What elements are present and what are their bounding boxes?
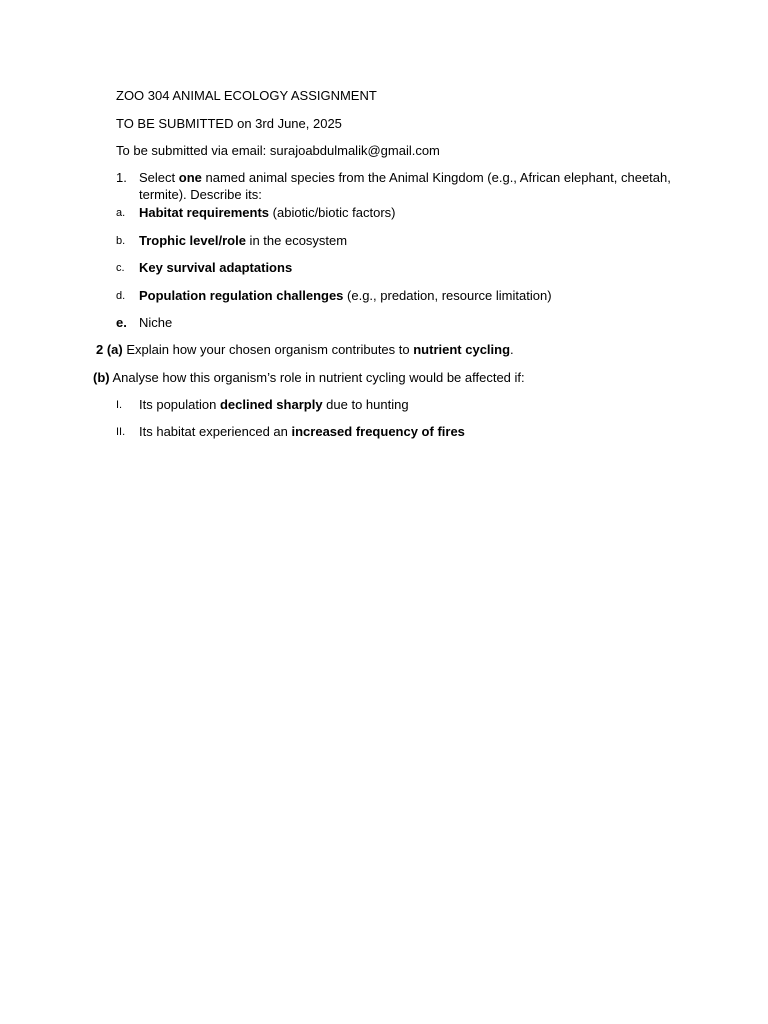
item-d-marker: d. — [116, 290, 126, 302]
item-i-marker: I. — [116, 399, 123, 411]
submission-email: To be submitted via email: surajoabdulmalik@gmail.com — [116, 143, 440, 158]
item-a-marker: a. — [116, 207, 126, 219]
item-ii-text: Its habitat experienced an increased frequency of fires — [139, 424, 465, 439]
item-i-text: Its population declined sharply due to hunting — [139, 397, 409, 412]
submission-deadline: TO BE SUBMITTED on 3rd June, 2025 — [116, 116, 342, 131]
item-b-text: Trophic level/role in the ecosystem — [139, 233, 348, 248]
item-ii-marker: II. — [116, 426, 126, 438]
question-1-text-continued: termite). Describe its: — [139, 187, 262, 202]
question-2a-text: 2 (a) Explain how your chosen organism contributes to nutrient cycling. — [96, 342, 514, 357]
question-1-number: 1. — [116, 170, 127, 185]
item-e-text: Niche — [139, 315, 173, 330]
item-c-text: Key survival adaptations — [139, 260, 293, 275]
assignment-title: ZOO 304 ANIMAL ECOLOGY ASSIGNMENT — [116, 88, 377, 103]
item-b-marker: b. — [116, 235, 126, 247]
item-d-text: Population regulation challenges (e.g., predation, resource limitation) — [139, 288, 552, 303]
item-e-marker: e. — [116, 315, 127, 330]
item-a-text: Habitat requirements (abiotic/biotic factors) — [139, 205, 396, 220]
question-1-text: Select one named animal species from the Animal Kingdom (e.g., African elephant, cheetah, — [139, 170, 671, 185]
question-2b-text: (b) Analyse how this organism’s role in nutrient cycling would be affected if: — [93, 370, 525, 385]
item-c-marker: c. — [116, 262, 125, 274]
